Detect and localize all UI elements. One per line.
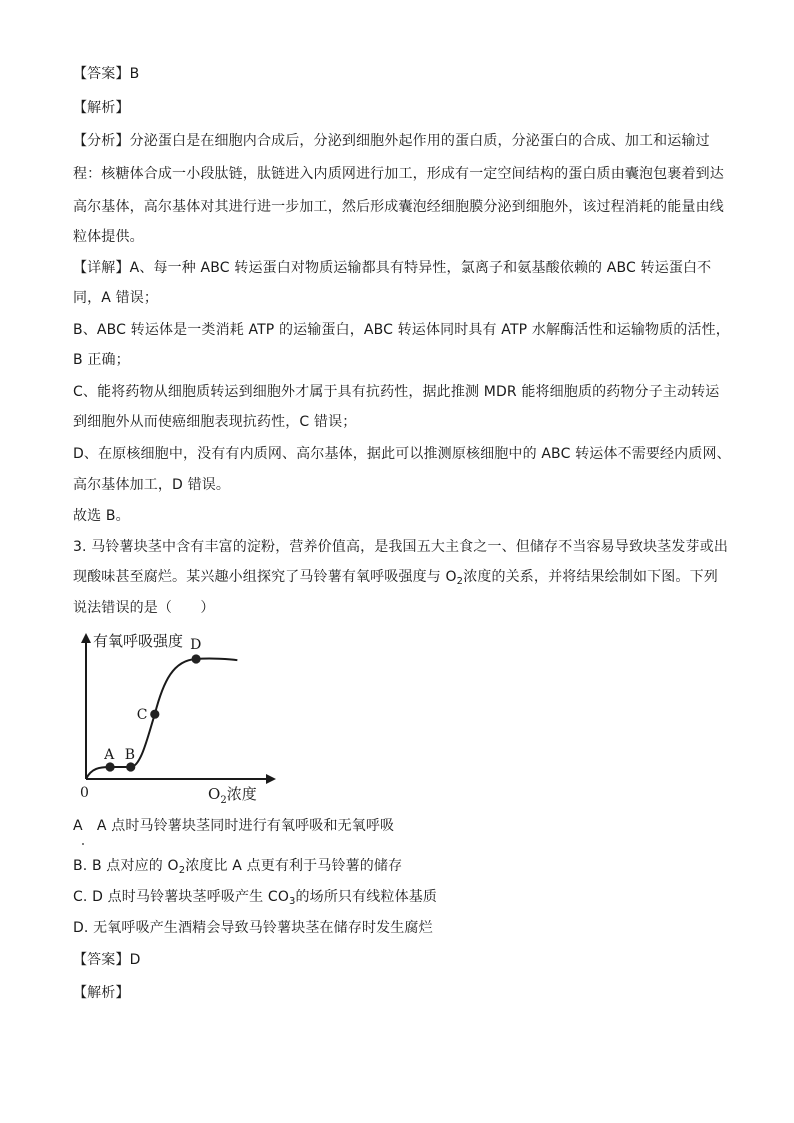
xiangjie-d-line-2: 高尔基体加工，D 错误。 (73, 477, 231, 493)
conclusion-line: 故选 B。 (73, 508, 130, 524)
xiangjie-a-line-2: 同，A 错误； (73, 290, 159, 306)
xiangjie-b-line-2: B 正确； (73, 352, 130, 368)
x-axis-label: $O_2$浓度 (208, 785, 257, 806)
origin-label: 0 (80, 785, 89, 801)
fenxi-line-4: 粒体提供。 (73, 229, 144, 245)
option-b (73, 856, 402, 876)
fenxi-line-2: 程：核糖体合成一小段肽链，肽链进入内质网进行加工，形成有一定空间结构的蛋白质由囊泡包裹着到达 (73, 166, 724, 182)
xiangjie-a-text: A、每一种 ABC 转运蛋白对物质运输都具有特异性，氯离子和氨基酸依赖的 ABC 转运蛋白不 (129, 260, 712, 276)
question3-text-b: 浓度的关系，并将结果绘制如下图。下列 (463, 569, 718, 585)
option-c-text-a: C. D 点时马铃薯块茎呼吸产生 CO (73, 889, 290, 905)
analysis3-heading: 【解析】 (73, 985, 130, 1001)
answer3-line (73, 950, 141, 970)
option-d: D. 无氧呼吸产生酒精会导致马铃薯块茎在储存时发生腐烂 (73, 920, 433, 936)
subscript: 3 (289, 896, 296, 907)
question3-line-3: 说法错误的是（ ） (73, 600, 215, 616)
stray-dot (82, 843, 84, 845)
point-a (105, 762, 114, 771)
point-label-a: A (104, 747, 115, 763)
point-label-c: C (136, 707, 148, 724)
answer-tag: 【答案】 (73, 952, 130, 968)
fenxi-tag: 【分析】 (73, 133, 130, 149)
prev-analysis-heading: 【解析】 (73, 100, 130, 116)
answer-tag: 【答案】 (73, 66, 130, 82)
option-b-text-a: B. B 点对应的 O (73, 858, 179, 874)
answer-value: D (129, 952, 141, 968)
xiangjie-b-line-1: B、ABC 转运体是一类消耗 ATP 的运输蛋白，ABC 转运体同时具有 ATP 水解酶活性和运输物质的活性， (73, 322, 730, 338)
xiangjie-tag: 【详解】 (73, 260, 130, 276)
xiangjie-a-line-1 (73, 258, 711, 278)
option-a: A A 点时马铃薯块茎同时进行有氧呼吸和无氧呼吸 (73, 818, 395, 834)
respiration-chart (68, 625, 288, 810)
option-c-text-b: 的场所只有线粒体基质 (295, 889, 438, 905)
question3-line-1: 3. 马铃薯块茎中含有丰富的淀粉，营养价值高，是我国五大主食之一、但储存不当容易导致块茎发芽或出 (73, 539, 729, 555)
xiangjie-c-line-2: 到细胞外从而使癌细胞表现抗药性，C 错误； (73, 414, 357, 430)
point-c (150, 710, 159, 719)
xiangjie-c-line-1: C、能将药物从细胞质转运到细胞外才属于具有抗药性，据此推测 MDR 能将细胞质的药物分子主动转运 (73, 384, 720, 400)
fenxi-text: 分泌蛋白是在细胞内合成后，分泌到细胞外起作用的蛋白质，分泌蛋白的合成、加工和运输过 (129, 133, 710, 149)
option-b-text-b: 浓度比 A 点更有利于马铃薯的储存 (185, 858, 403, 874)
subscript: 2 (456, 576, 464, 587)
subscript: 2 (178, 865, 186, 876)
y-axis-label: 有氧呼吸强度 (93, 632, 184, 650)
point-label-d: D (190, 637, 202, 653)
answer-value: B (129, 66, 140, 82)
point-label-b: B (124, 747, 136, 763)
option-c (73, 887, 437, 907)
question3-line-2 (73, 567, 718, 587)
question3-text-a: 现酸味甚至腐烂。某兴趣小组探究了马铃薯有氧呼吸强度与 O (73, 569, 457, 585)
prev-answer-line (73, 64, 139, 84)
fenxi-line-1 (73, 131, 710, 151)
xiangjie-d-line-1: D、在原核细胞中，没有有内质网、高尔基体，据此可以推测原核细胞中的 ABC 转运体不需要经内质网、 (73, 446, 731, 462)
point-d (191, 654, 200, 663)
fenxi-line-3: 高尔基体，高尔基体对其进行进一步加工，然后形成囊泡经细胞膜分泌到细胞外，该过程消耗的能量由线 (73, 199, 724, 215)
point-b (126, 762, 135, 771)
